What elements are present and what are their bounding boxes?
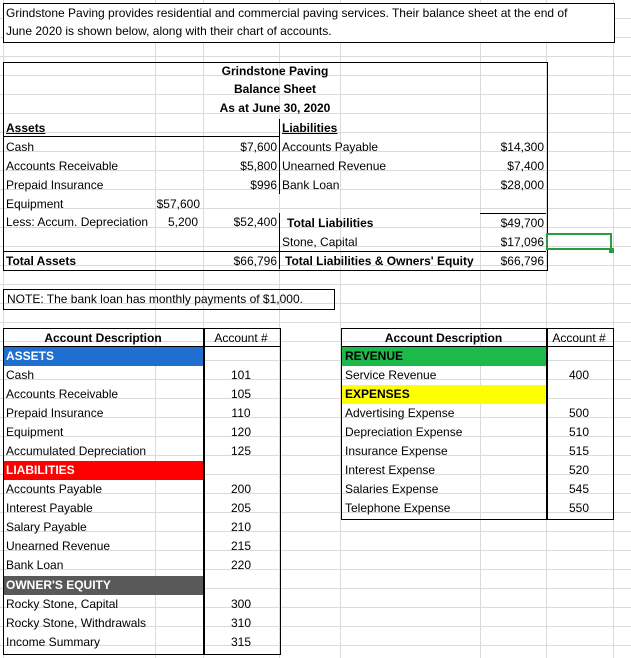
bs-accum-label: Less: Accum. Depreciation <box>6 215 149 229</box>
account-description: Unearned Revenue <box>6 539 111 553</box>
account-description: Prepaid Insurance <box>6 406 104 420</box>
bs-cash-label: Cash <box>6 140 35 154</box>
account-description: Insurance Expense <box>345 444 448 458</box>
account-description: Accumulated Depreciation <box>6 444 147 458</box>
coa-right-header-num: Account # <box>552 331 606 345</box>
coa-revenue-label: REVENUE <box>345 349 404 363</box>
note-text: NOTE: The bank loan has monthly payments of $1,000. <box>7 292 303 306</box>
bs-unearned-label: Unearned Revenue <box>282 159 387 173</box>
account-description: Salaries Expense <box>345 482 439 496</box>
account-description: Accounts Payable <box>6 482 103 496</box>
account-number: 310 <box>230 616 252 630</box>
account-number: 510 <box>568 425 590 439</box>
coa-assets-label: ASSETS <box>6 349 55 363</box>
account-description: Rocky Stone, Withdrawals <box>6 616 147 630</box>
coa-right-header-desc: Account Description <box>384 331 503 345</box>
account-number: 500 <box>568 406 590 420</box>
account-description: Equipment <box>6 425 64 439</box>
bs-capital-value: $17,096 <box>500 235 544 249</box>
account-number: 205 <box>230 501 252 515</box>
bs-equipment-value: $57,600 <box>156 197 200 211</box>
intro-line-1: Grindstone Paving provides residential and commercial paving services. Their balance sheet at the end of <box>6 6 568 20</box>
bs-assets-heading: Assets <box>6 121 46 135</box>
account-number: 315 <box>230 635 252 649</box>
account-number: 300 <box>230 597 252 611</box>
account-number: 515 <box>568 444 590 458</box>
bs-unearned-value: $7,400 <box>507 159 544 173</box>
bs-total-assets-label: Total Assets <box>6 254 77 268</box>
bs-title: Balance Sheet <box>233 82 317 96</box>
account-description: Accounts Receivable <box>6 387 119 401</box>
bs-ar-label: Accounts Receivable <box>6 159 119 173</box>
bs-total-assets-value: $66,796 <box>233 254 277 268</box>
bs-cash-value: $7,600 <box>240 140 277 154</box>
account-description: Income Summary <box>6 635 101 649</box>
bs-company: Grindstone Paving <box>221 64 329 78</box>
bs-total-liabilities-label: Total Liabilities <box>287 216 374 230</box>
account-number: 400 <box>568 368 590 382</box>
bs-accum-value: 5,200 <box>167 215 198 229</box>
bs-liabilities-heading: Liabilities <box>282 121 338 135</box>
coa-left-header-num: Account # <box>214 331 268 345</box>
account-description: Bank Loan <box>6 558 64 572</box>
bs-total-le-value: $66,796 <box>500 254 544 268</box>
account-number: 105 <box>230 387 252 401</box>
account-number: 110 <box>231 406 251 420</box>
bs-ap-value: $14,300 <box>500 140 544 154</box>
account-description: Interest Payable <box>6 501 93 515</box>
bs-capital-label: Stone, Capital <box>282 235 358 249</box>
coa-equity-label: OWNER'S EQUITY <box>6 578 111 592</box>
selected-cell[interactable] <box>546 233 612 250</box>
bs-ap-label: Accounts Payable <box>282 140 379 154</box>
account-number: 125 <box>230 444 252 458</box>
account-description: Telephone Expense <box>345 501 451 515</box>
account-number: 200 <box>230 482 252 496</box>
account-number: 215 <box>230 539 252 553</box>
account-description: Cash <box>6 368 35 382</box>
account-number: 550 <box>568 501 590 515</box>
coa-left-header-desc: Account Description <box>44 331 162 345</box>
account-number: 520 <box>568 463 590 477</box>
account-number: 120 <box>230 425 252 439</box>
bs-total-le-label: Total Liabilities & Owners' Equity <box>285 254 474 268</box>
coa-expenses-label: EXPENSES <box>345 387 410 401</box>
account-description: Rocky Stone, Capital <box>6 597 119 611</box>
account-description: Depreciation Expense <box>345 425 463 439</box>
bs-equipment-label: Equipment <box>6 197 64 211</box>
account-number: 220 <box>230 558 252 572</box>
bs-ar-value: $5,800 <box>240 159 277 173</box>
bs-net-equipment-value: $52,400 <box>233 215 277 229</box>
account-number: 545 <box>568 482 590 496</box>
bs-prepaid-value: $996 <box>250 178 277 192</box>
account-description: Salary Payable <box>6 520 87 534</box>
account-number: 210 <box>230 520 252 534</box>
account-description: Advertising Expense <box>345 406 455 420</box>
account-description: Interest Expense <box>345 463 436 477</box>
coa-liabilities-label: LIABILITIES <box>6 463 75 477</box>
bs-loan-value: $28,000 <box>500 178 544 192</box>
account-description: Service Revenue <box>345 368 437 382</box>
intro-line-2: June 2020 is shown below, along with their chart of accounts. <box>6 24 332 38</box>
bs-loan-label: Bank Loan <box>282 178 340 192</box>
bs-date: As at June 30, 2020 <box>219 101 331 115</box>
bs-prepaid-label: Prepaid Insurance <box>6 178 104 192</box>
bs-total-liabilities-value: $49,700 <box>500 216 544 230</box>
account-number: 101 <box>230 368 252 382</box>
